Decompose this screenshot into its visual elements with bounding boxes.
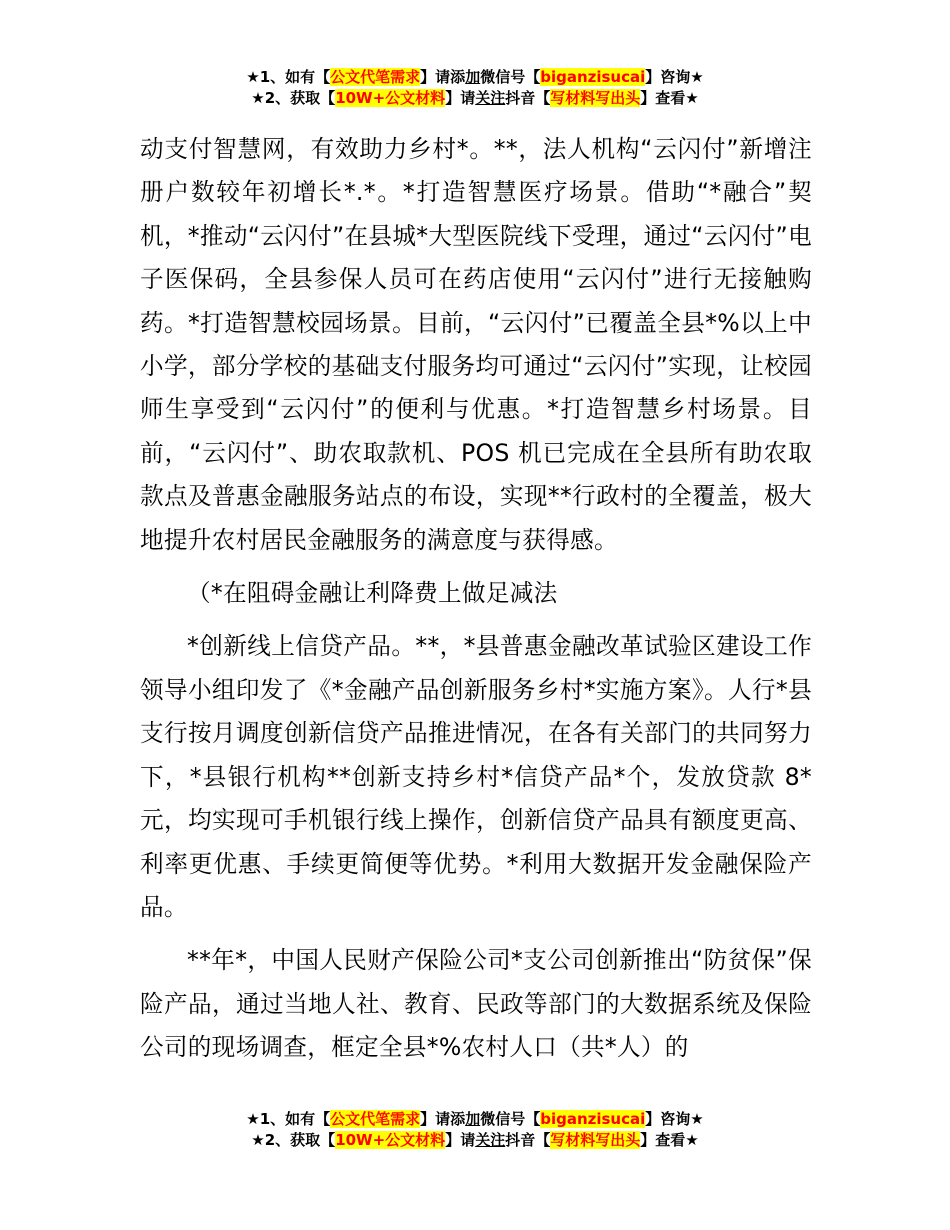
banner-text: 】查看★ [640, 1131, 699, 1149]
banner-text: 】查看★ [640, 89, 699, 107]
banner-highlight: 公文代笔需求 [330, 1110, 421, 1128]
banner-highlight: 10W+公文材料 [335, 1131, 446, 1149]
banner-line-2 [0, 1130, 950, 1151]
banner-underlined: 关注 [475, 89, 506, 107]
banner-highlight-douyin: 写材料写出头 [550, 1131, 641, 1149]
banner-text: 】请添 [420, 1110, 466, 1128]
banner-text: 】咨询★ [645, 68, 704, 86]
banner-highlight: 公文代笔需求 [330, 68, 421, 86]
banner-text: 抖音【 [505, 89, 551, 107]
banner-text: 微信号【 [480, 68, 541, 86]
banner-text: 】请 [445, 89, 476, 107]
banner-text: 】请 [445, 1131, 476, 1149]
paragraph: *创新线上信贷产品。**，*县普惠金融改革试验区建设工作领导小组印发了《*金融产品创新服务乡村*实施方案》。人行*县支行按月调度创新信贷产品推进情况，在各有关部门的共同努力下，*县银行机构**创新支持乡村*信贷产品*个，发放贷款 8*元，均实现可手机银行线上操作，创新信贷产品具有额度更高、利率更优惠、手续更简便等优势。*利用大数据开发金融保险产品。 [140, 632, 812, 921]
banner-line-2 [0, 88, 950, 109]
banner-text: 微信号【 [480, 1110, 541, 1128]
banner-text: 】请添 [420, 68, 466, 86]
paragraph: **年*，中国人民财产保险公司*支公司创新推出“防贫保”保险产品，通过当地人社、教育、民政等部门的大数据系统及保险公司的现场调查，框定全县*%农村人口（共*人）的 [140, 946, 812, 1062]
banner-text: ★2、获取【 [251, 1131, 336, 1149]
banner-text: ★2、获取【 [251, 89, 336, 107]
banner-underlined: 加 [465, 1110, 481, 1128]
banner-text: ★1、如有【 [246, 68, 331, 86]
banner-highlight: 10W+公文材料 [335, 89, 446, 107]
section-heading: （*在阻碍金融让利降费上做足减法 [187, 579, 558, 608]
footer-banner [0, 1109, 950, 1151]
banner-line-1 [0, 67, 950, 88]
banner-line-1 [0, 1109, 950, 1130]
banner-text: 抖音【 [505, 1131, 551, 1149]
banner-highlight-wechat-id: biganzisucai [540, 1110, 646, 1128]
paragraph: 动支付智慧网，有效助力乡村*。**，法人机构“云闪付”新增注册户数较年初增长*.*。*打造智慧医疗场景。借助“*融合”契机，*推动“云闪付”在县城*大型医院线下受理，通过“云闪付”电子医保码，全县参保人员可在药店使用“云闪付”进行无接触购药。*打造智慧校园场景。目前，“云闪付”已覆盖全县*%以上中小学，部分学校的基础支付服务均可通过“云闪付”实现，让校园师生享受到“云闪付”的便利与优惠。*打造智慧乡村场景。目前，“云闪付”、助农取款机、POS 机已完成在全县所有助农取款点及普惠金融服务站点的布设，实现**行政村的全覆盖，极大地提升农村居民金融服务的满意度与获得感。 [140, 135, 812, 554]
banner-text: ★1、如有【 [246, 1110, 331, 1128]
banner-text: 】咨询★ [645, 1110, 704, 1128]
document-body [140, 128, 812, 1070]
banner-highlight-wechat-id: biganzisucai [540, 68, 646, 86]
header-banner [0, 67, 950, 109]
banner-underlined: 加 [465, 68, 481, 86]
banner-underlined: 关注 [475, 1131, 506, 1149]
banner-highlight-douyin: 写材料写出头 [550, 89, 641, 107]
